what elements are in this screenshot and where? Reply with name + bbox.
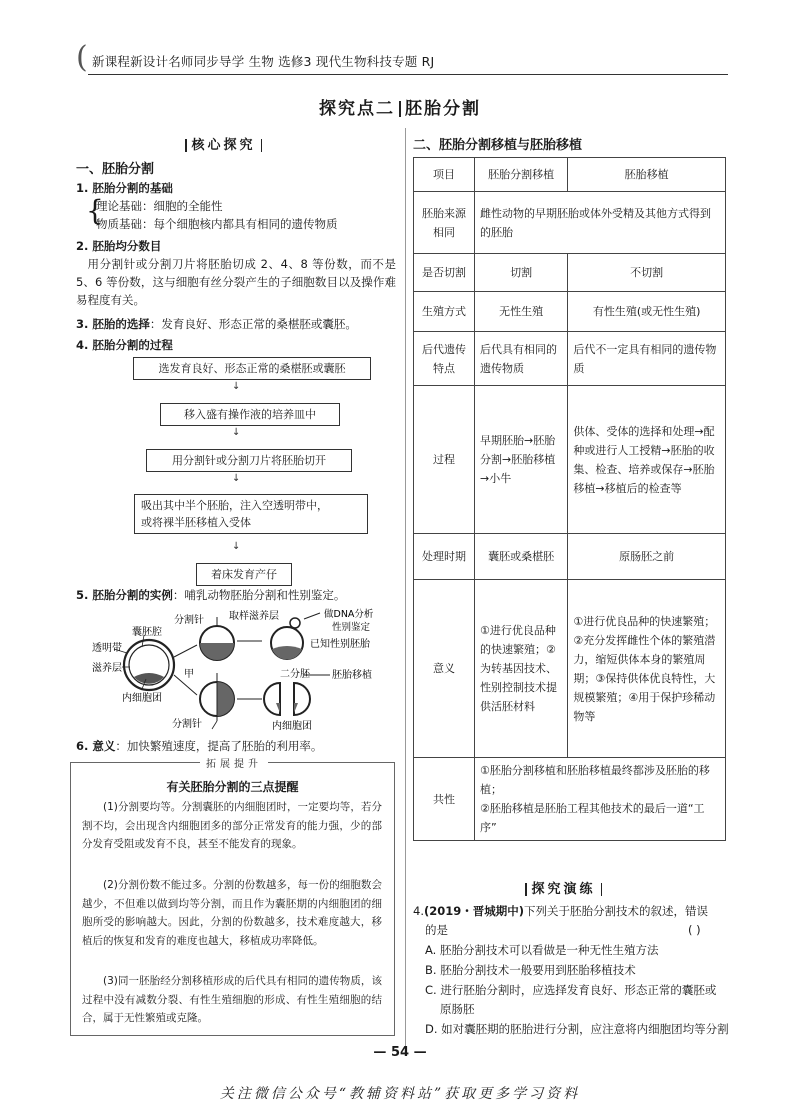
running-header: 新课程新设计名师同步导学 生物 选修3 现代生物科技专题 RJ <box>92 54 435 69</box>
table-row <box>414 158 726 192</box>
table-row <box>414 254 726 292</box>
tip-para-3: (3)同一胚胎经分割移植形成的后代具有相同的遗传物质，该过程中没有减数分裂、有性生殖细胞的形成、有性生殖细胞的结合，属于无性繁殖或克隆。 <box>82 975 382 1024</box>
title-part1: 探究点二 <box>319 99 395 119</box>
tip-para-2: (2)分割份数不能过多。分割的份数越多，每一份的细胞数会越少，不但难以做到均等分割，而且作为囊胚期的内细胞团的细胞所受的影响越大。因此，分割的份数越多，技术难度越大，移植后的恢复和发育的难度也越大，移植成功率降低。 <box>82 879 382 947</box>
arrow-up <box>174 645 197 657</box>
cell-meaning-a: ①进行优良品种的快速繁殖；②为转基因技术、性别控制技术提供活胚材料 <box>475 580 568 758</box>
label-sexed-embryo: 已知性别胚胎 <box>310 639 370 650</box>
cell-process-a: 早期胚胎→胚胎分割→胚胎移植→小牛 <box>475 386 568 534</box>
down-arrow-icon: ↓ <box>232 427 241 438</box>
option-c-2: 原肠胚 <box>440 1002 475 1016</box>
practice-section-label: 探究演练 <box>520 878 607 897</box>
s1-a: 理论基础：细胞的全能性 <box>96 199 223 213</box>
cell-common-1: ①胚胎分割移植和胚胎移植最终都涉及胚胎的移植； <box>480 764 710 796</box>
cell-cut-b: 不切割 <box>568 254 726 292</box>
cell-trait-b: 后代不一定具有相同的遗传物质 <box>568 332 726 386</box>
header-decoration: ( <box>76 40 88 75</box>
compare-heading: 二、胚胎分割移植与胚胎移植 <box>413 138 583 153</box>
title-part2: 胚胎分割 <box>405 99 481 119</box>
page-title <box>0 94 800 119</box>
down-arrow-icon: ↓ <box>232 541 241 552</box>
table-row <box>414 332 726 386</box>
question-stem-1: 下列关于胚胎分割技术的叙述，错误 <box>524 904 709 918</box>
section-heading-1: 一、胚胎分割 <box>76 162 155 177</box>
s1-b: 物质基础：每个细胞核内都具有相同的遗传物质 <box>96 217 338 231</box>
table-row <box>414 580 726 758</box>
s5-text: ：哺乳动物胚胎分割和性别鉴定。 <box>172 588 346 602</box>
s2-text: 用分割针或分割刀片将胚胎切成 2、4、8 等份数，而不是 5、6 等份数，这与细胞有丝分裂产生的子细胞数目以及操作难易程度有关。 <box>76 257 396 307</box>
row-label-trait: 后代遗传特点 <box>414 332 475 386</box>
label-half-embryo: 二分胚 <box>280 669 310 680</box>
header-transfer: 胚胎移植 <box>568 158 726 192</box>
table-row <box>414 758 726 841</box>
sample-cells <box>290 618 300 628</box>
cell-process-b: 供体、受体的选择和处理→配种或进行人工授精→胚胎的收集、检查、培养或保存→胚胎移植→移植后的检查等 <box>568 386 726 534</box>
table-row <box>414 292 726 332</box>
half-embryo-left <box>264 683 280 715</box>
row-label-meaning: 意义 <box>414 580 475 758</box>
cell-source: 雌性动物的早期胚胎或体外受精及其他方式得到的胚胎 <box>475 192 726 254</box>
tip-para-1: (1)分割要均等。分割囊胚的内细胞团时，一定要均等，若分割不均，会出现含内细胞团多的部分正常发育的能力强，少的部分发育受阻或发育不良，甚至不能发育的现象。 <box>82 801 382 850</box>
cell-common <box>475 758 726 841</box>
question-source: (2019・晋城期中) <box>423 904 525 918</box>
comparison-table <box>413 157 726 841</box>
core-section-label: 核心探究 <box>180 134 267 153</box>
cell-repro-b: 有性生殖(或无性生殖) <box>568 292 726 332</box>
option-b: B. 胚胎分割技术一般要用到胚胎移植技术 <box>425 963 636 977</box>
tip-title: 有关胚胎分割的三点提醒 <box>166 780 299 794</box>
row-label-common: 共性 <box>414 758 475 841</box>
cell-trait-a: 后代具有相同的遗传物质 <box>475 332 568 386</box>
label-split-needle-1: 分割针 <box>174 615 204 626</box>
half-embryo-right <box>294 683 310 715</box>
label-sample-trophoblast: 取样滋养层 <box>229 611 279 622</box>
s6-line <box>76 737 322 755</box>
option-c-1: C. 进行胚胎分割时，应选择发育良好、形态正常的囊胚或 <box>425 983 717 997</box>
question-stem-2: 的是 <box>425 923 448 937</box>
cell-common-2: ②胚胎移植是胚胎工程其他技术的最后一道“工序” <box>480 802 705 834</box>
s2-title: 2. 胚胎均分数目 <box>76 239 162 253</box>
s3-title: 3. 胚胎的选择 <box>76 317 150 331</box>
cell-meaning-b: ①进行优良品种的快速繁殖；②充分发挥雌性个体的繁殖潜力，缩短供体本身的繁殖周期；③保持供体优良特性，大规模繁殖；④用于保护珍稀动物等 <box>568 580 726 758</box>
s6-title: 6. 意义 <box>76 739 116 753</box>
label-embryo-transfer: 胚胎移植 <box>332 670 372 681</box>
brace-icon: { <box>86 194 104 227</box>
row-label-time: 处理时期 <box>414 534 475 580</box>
table-row <box>414 192 726 254</box>
answer-paren: ( ) <box>688 923 701 937</box>
header-split-transfer: 胚胎分割移植 <box>475 158 568 192</box>
label-blastocoel: 囊胚腔 <box>132 627 162 638</box>
s4-title: 4. 胚胎分割的过程 <box>76 338 173 352</box>
row-label-repro: 生殖方式 <box>414 292 475 332</box>
table-row <box>414 534 726 580</box>
row-label-process: 过程 <box>414 386 475 534</box>
down-arrow-icon: ↓ <box>232 381 241 392</box>
label-sex-identification: 性别鉴定 <box>332 622 371 633</box>
question-number: 4. <box>413 904 424 918</box>
s5-line <box>76 586 345 604</box>
s6-text: ：加快繁殖速度，提高了胚胎的利用率。 <box>115 739 323 753</box>
page-number: — 54 — <box>373 1045 427 1060</box>
flow-step-4b: 或将裸半胚移植入受体 <box>141 516 251 529</box>
header-item: 项目 <box>414 158 475 192</box>
tip-label: 拓展提升 <box>200 755 268 770</box>
cell-cut-a: 切割 <box>475 254 568 292</box>
s3-text: ：发育良好、形态正常的桑椹胚或囊胚。 <box>149 317 357 331</box>
s5-title: 5. 胚胎分割的实例 <box>76 588 173 602</box>
title-bar <box>399 101 401 117</box>
embryo-split-diagram <box>92 605 392 735</box>
flow-step-4a: 吸出其中半个胚胎，注入空透明带中， <box>141 499 328 512</box>
question-4 <box>413 902 726 921</box>
label-inner-cell-mass: 内细胞团 <box>122 693 162 704</box>
flow-step-4 <box>134 494 368 534</box>
footer-note: 关注微信公众号“教辅资料站”获取更多学习资料 <box>219 1086 581 1102</box>
s1-title: 1. 胚胎分割的基础 <box>76 181 173 195</box>
flow-step-3: 用分割针或分割刀片将胚胎切开 <box>146 449 352 472</box>
option-d: D. 如对囊胚期的胚胎进行分割，应注意将内细胞团均等分割 <box>425 1022 729 1036</box>
lower-embryo-half <box>217 682 234 716</box>
cell-time-a: 囊胚或桑椹胚 <box>475 534 568 580</box>
table-row <box>414 386 726 534</box>
label-dna-analysis: 做DNA分析 <box>324 609 374 620</box>
row-label-cut: 是否切割 <box>414 254 475 292</box>
flow-step-1: 选发育良好、形态正常的桑椹胚或囊胚 <box>133 357 371 380</box>
label-inner-cell-mass-2: 内细胞团 <box>272 721 312 732</box>
label-zona-pellucida: 透明带 <box>92 643 122 654</box>
upper-embryo-half <box>200 643 234 660</box>
option-a: A. 胚胎分割技术可以看做是一种无性生殖方法 <box>425 943 659 957</box>
header-rule <box>88 74 728 75</box>
label-trophoblast: 滋养层 <box>92 663 122 674</box>
down-arrow-icon: ↓ <box>232 473 241 484</box>
flow-step-2: 移入盛有操作液的培养皿中 <box>160 403 340 426</box>
s3-line <box>76 315 357 333</box>
flow-step-5: 着床发育产仔 <box>196 563 292 586</box>
row-label-source: 胚胎来源相同 <box>414 192 475 254</box>
cell-time-b: 原肠胚之前 <box>568 534 726 580</box>
cell-repro-a: 无性生殖 <box>475 292 568 332</box>
column-divider <box>405 128 406 1048</box>
label-split-needle-2: 分割针 <box>172 719 202 730</box>
label-jia: 甲 <box>184 669 194 680</box>
